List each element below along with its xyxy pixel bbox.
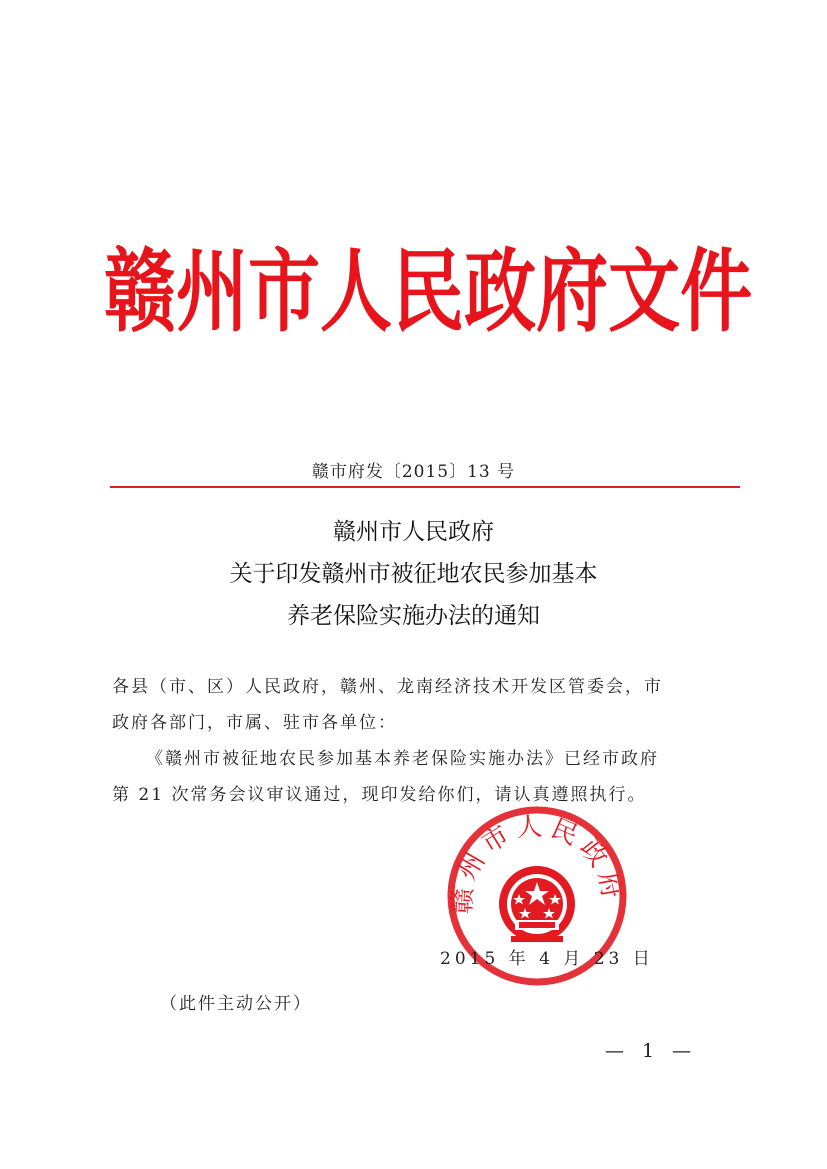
masthead-char: 州 xyxy=(176,238,249,344)
recipients-line-2: 政府各部门，市属、驻市各单位： xyxy=(112,713,397,733)
masthead-char: 市 xyxy=(248,238,321,344)
document-masthead xyxy=(104,236,753,346)
masthead-char: 文 xyxy=(608,238,681,344)
recipients-line-1: 各县（市、区）人民政府，赣州、龙南经济技术开发区管委会，市 xyxy=(112,677,663,697)
masthead-char: 府 xyxy=(536,238,609,344)
body-line-2: 第 21 次常务会议审议通过，现印发给你们，请认真遵照执行。 xyxy=(112,785,647,805)
seal-text: 赣州市人民政府 xyxy=(447,811,628,915)
title-line-1: 赣州市人民政府 xyxy=(333,519,494,545)
issue-date: 2015 年 4 月 23 日 xyxy=(440,949,654,969)
masthead-char: 赣 xyxy=(104,238,177,344)
masthead-char: 民 xyxy=(392,238,465,344)
masthead-char: 政 xyxy=(464,238,537,344)
masthead-char: 人 xyxy=(320,238,393,344)
masthead-char: 件 xyxy=(680,238,753,344)
public-disclosure-note: （此件主动公开） xyxy=(160,994,312,1014)
body-line-1: 《赣州市被征地农民参加基本养老保险实施办法》已经市政府 xyxy=(146,749,659,769)
page-number: — 1 — xyxy=(605,1040,698,1062)
title-line-2: 关于印发赣州市被征地农民参加基本 xyxy=(229,561,598,587)
document-number: 赣市府发〔2015〕13 号 xyxy=(311,462,516,482)
red-divider xyxy=(110,486,740,488)
title-line-3: 养老保险实施办法的通知 xyxy=(287,603,540,629)
